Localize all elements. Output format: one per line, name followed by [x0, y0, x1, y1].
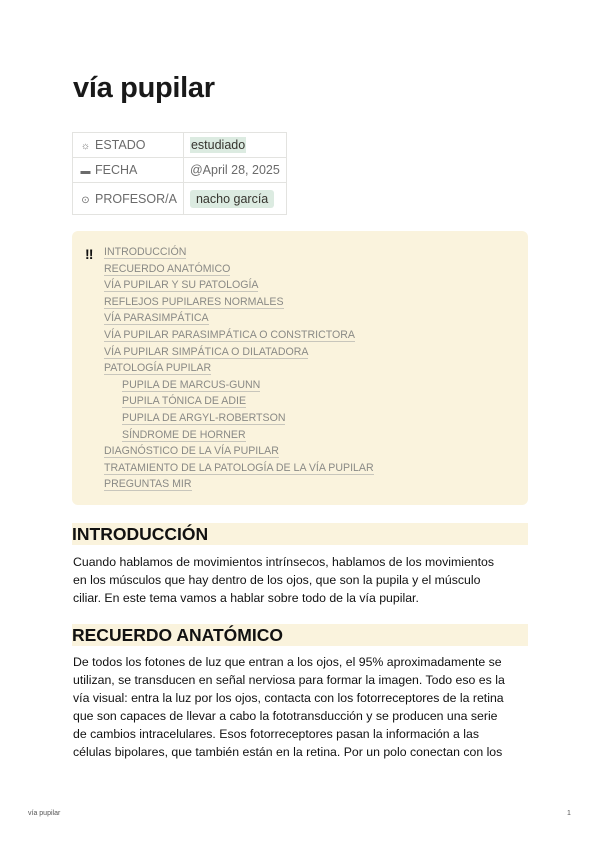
toc-link[interactable]: DIAGNÓSTICO DE LA VÍA PUPILAR	[104, 445, 279, 458]
person-icon: ⊙	[81, 194, 90, 206]
paragraph-line: Cuando hablamos de movimientos intrínsecos, hablamos de los movimientos	[73, 555, 495, 569]
footer-title: vía pupilar	[28, 810, 61, 817]
calendar-icon: ▬	[80, 166, 91, 177]
toc-link[interactable]: TRATAMIENTO DE LA PATOLOGÍA DE LA VÍA PUPILAR	[104, 461, 374, 474]
toc-link[interactable]: VÍA PUPILAR Y SU PATOLOGÍA	[104, 279, 259, 292]
toc-link[interactable]: INTRODUCCIÓN	[104, 246, 187, 258]
toc-sublink[interactable]: PUPILA DE ARGYL-ROBERTSON	[122, 411, 286, 424]
toc-sublink[interactable]: PUPILA TÓNICA DE ADIE	[122, 395, 247, 408]
toc-link[interactable]: PREGUNTAS MIR	[104, 478, 192, 491]
paragraph-line: vía visual: entra la luz por los ojos, contacta con los fotorreceptores de la retina	[73, 691, 504, 705]
page-number: 1	[567, 810, 571, 817]
status-value: estudiado	[190, 138, 246, 152]
paragraph-line: ciliar. En este tema vamos a hablar sobre todo de la vía pupilar.	[73, 591, 419, 605]
paragraph-line: de cambios intracelulares. Esos fotorreceptores pasan la información a las	[73, 727, 480, 741]
toc-link[interactable]: PATOLOGÍA PUPILAR	[104, 362, 212, 375]
toc-link[interactable]: VÍA PUPILAR SIMPÁTICA O DILATADORA	[104, 345, 309, 358]
toc-sublink[interactable]: SÍNDROME DE HORNER	[122, 428, 246, 441]
property-row-status	[73, 133, 287, 158]
paragraph-line: células bipolares, que también están en la retina. Por un polo conectan con los	[73, 745, 503, 759]
section-paragraph-recuerdo-anatomico	[73, 653, 529, 761]
property-key-status: ESTADO	[95, 138, 146, 152]
property-key-teacher: PROFESOR/A	[95, 191, 177, 206]
paragraph-line: en los músculos que hay dentro de los ojos, que son la pupila y el músculo	[73, 573, 481, 587]
table-of-contents	[104, 245, 374, 494]
toc-link[interactable]: RECUERDO ANATÓMICO	[104, 262, 231, 275]
date-value: @April 28, 2025	[189, 163, 280, 177]
property-value-date-cell[interactable]	[183, 158, 286, 183]
toc-link[interactable]: VÍA PUPILAR PARASIMPÁTICA O CONSTRICTORA	[104, 328, 355, 341]
toc-link[interactable]: REFLEJOS PUPILARES NORMALES	[104, 295, 284, 308]
toc-link[interactable]: VÍA PARASIMPÁTICA	[104, 312, 209, 325]
double-exclamation-icon: ‼	[85, 246, 94, 262]
section-paragraph-introduccion	[73, 553, 529, 607]
section-heading-recuerdo-anatomico: RECUERDO ANATÓMICO	[72, 624, 528, 646]
property-value-status-cell[interactable]	[183, 133, 286, 158]
table-of-contents-callout	[72, 231, 528, 505]
paragraph-line: De todos los fotones de luz que entran a los ojos, el 95% aproximadamente se	[73, 655, 502, 669]
property-row-date	[73, 158, 287, 183]
paragraph-line: que son capaces de llevar a cabo la fototransducción y se producen una serie	[73, 709, 498, 723]
property-key-date: FECHA	[95, 163, 138, 177]
teacher-tag: nacho garcía	[190, 190, 274, 208]
toc-sublink[interactable]: PUPILA DE MARCUS-GUNN	[122, 378, 261, 391]
paragraph-line: utilizan, se transducen en señal nerviosa para formar la imagen. Todo eso es la	[73, 673, 505, 687]
status-icon: ☼	[80, 141, 91, 152]
page-title: vía pupilar	[73, 72, 215, 104]
section-heading-introduccion: INTRODUCCIÓN	[72, 523, 528, 545]
property-row-teacher	[73, 183, 287, 215]
properties-table	[72, 132, 287, 215]
property-value-teacher-cell[interactable]	[183, 183, 286, 215]
